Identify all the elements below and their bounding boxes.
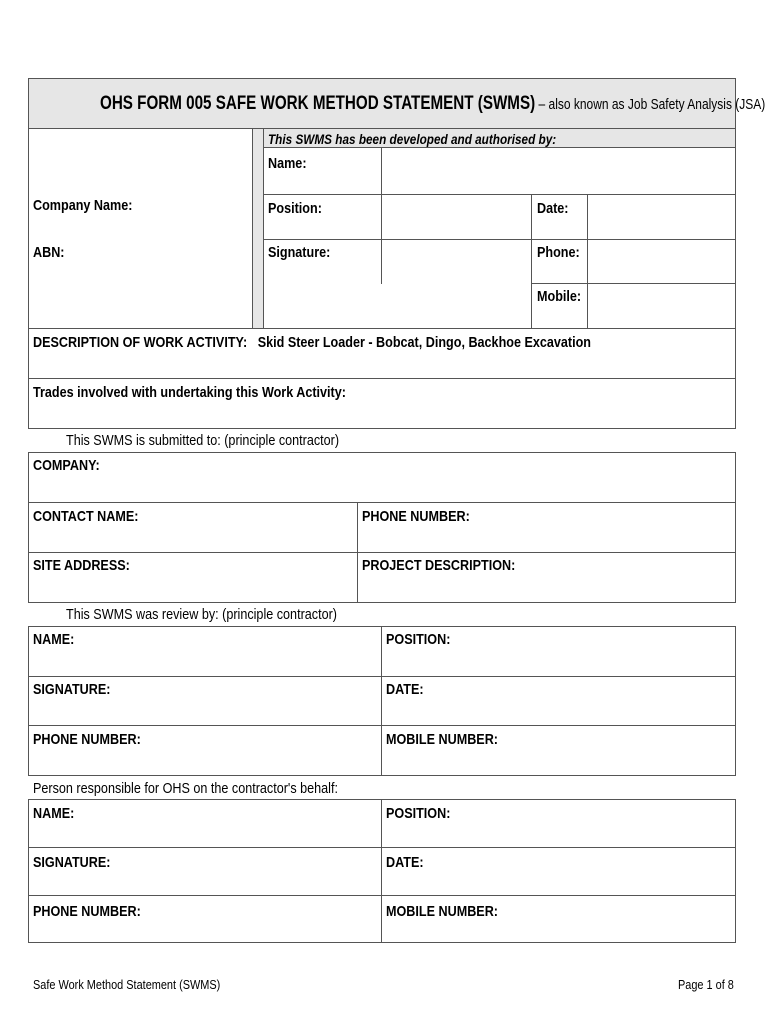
submitted-phone-label: PHONE NUMBER:	[362, 508, 470, 525]
trades-label: Trades involved with undertaking this Work Activity:	[33, 384, 346, 401]
auth-name-label: Name:	[268, 155, 307, 172]
reviewed-signature-field[interactable]	[29, 701, 380, 724]
company-name-label: Company Name:	[33, 197, 133, 214]
submitted-contact-label: CONTACT NAME:	[33, 508, 139, 525]
responsible-date-label: DATE:	[386, 854, 424, 871]
submitted-company-label: COMPANY:	[33, 457, 100, 474]
submitted-project-field[interactable]	[358, 577, 735, 602]
reviewed-mobile-label: MOBILE NUMBER:	[386, 731, 498, 748]
form-title-sub: – also known as Job Safety Analysis (JSA)	[535, 96, 766, 113]
reviewed-phone-label: PHONE NUMBER:	[33, 731, 141, 748]
reviewed-date-label: DATE:	[386, 681, 424, 698]
responsible-position-field[interactable]	[382, 825, 735, 846]
form-title	[100, 93, 770, 115]
responsible-mobile-field[interactable]	[382, 922, 735, 942]
abn-field[interactable]	[29, 239, 251, 328]
auth-position-label: Position:	[268, 200, 322, 217]
reviewed-signature-label: SIGNATURE:	[33, 681, 111, 698]
responsible-position-label: POSITION:	[386, 805, 451, 822]
reviewed-phone-field[interactable]	[29, 751, 380, 775]
submitted-contact-field[interactable]	[29, 528, 356, 551]
submitted-site-field[interactable]	[29, 577, 356, 602]
auth-name-field[interactable]	[382, 148, 735, 193]
footer-document-name: Safe Work Method Statement (SWMS)	[33, 977, 221, 992]
responsible-signature-field[interactable]	[29, 873, 380, 894]
auth-date-field[interactable]	[588, 195, 735, 238]
company-name-field[interactable]	[29, 129, 251, 239]
responsible-name-field[interactable]	[29, 825, 380, 846]
auth-signature-label: Signature:	[268, 244, 331, 261]
authorised-banner: This SWMS has been developed and authorised by:	[268, 131, 557, 147]
reviewed-mobile-field[interactable]	[382, 751, 735, 775]
auth-phone-field[interactable]	[588, 240, 735, 282]
reviewed-position-label: POSITION:	[386, 631, 451, 648]
submitted-company-field[interactable]	[29, 478, 735, 501]
auth-position-field[interactable]	[382, 195, 530, 238]
auth-mobile-label: Mobile:	[537, 288, 582, 305]
authorisation-strip	[252, 129, 263, 328]
submitted-project-label: PROJECT DESCRIPTION:	[362, 557, 516, 574]
reviewed-date-field[interactable]	[382, 701, 735, 724]
responsible-phone-field[interactable]	[29, 922, 380, 942]
footer-page-number: Page 1 of 8	[678, 977, 734, 992]
reviewed-caption: This SWMS was review by: (principle contractor)	[66, 606, 337, 623]
submitted-site-label: SITE ADDRESS:	[33, 557, 130, 574]
form-title-main: OHS FORM 005 SAFE WORK METHOD STATEMENT (SWMS)	[100, 93, 536, 114]
reviewed-name-label: NAME:	[33, 631, 75, 648]
reviewed-position-field[interactable]	[382, 651, 735, 675]
submitted-phone-field[interactable]	[358, 528, 735, 551]
auth-mobile-field[interactable]	[588, 284, 735, 328]
responsible-signature-label: SIGNATURE:	[33, 854, 111, 871]
responsible-mobile-label: MOBILE NUMBER:	[386, 903, 498, 920]
submitted-caption: This SWMS is submitted to: (principle contractor)	[66, 432, 340, 449]
responsible-name-label: NAME:	[33, 805, 75, 822]
abn-label: ABN:	[33, 244, 65, 261]
trades-field[interactable]	[29, 404, 735, 428]
auth-phone-label: Phone:	[537, 244, 580, 261]
responsible-caption: Person responsible for OHS on the contractor's behalf:	[33, 780, 338, 797]
auth-signature-field[interactable]	[382, 240, 530, 328]
work-activity-value: Skid Steer Loader - Bobcat, Dingo, Backhoe Excavation	[257, 334, 592, 351]
responsible-date-field[interactable]	[382, 873, 735, 894]
reviewed-name-field[interactable]	[29, 651, 380, 675]
work-activity-label: DESCRIPTION OF WORK ACTIVITY: Skid Steer Loader - Bobcat, Dingo, Backhoe Excavation	[33, 334, 592, 351]
auth-date-label: Date:	[537, 200, 569, 217]
responsible-phone-label: PHONE NUMBER:	[33, 903, 141, 920]
